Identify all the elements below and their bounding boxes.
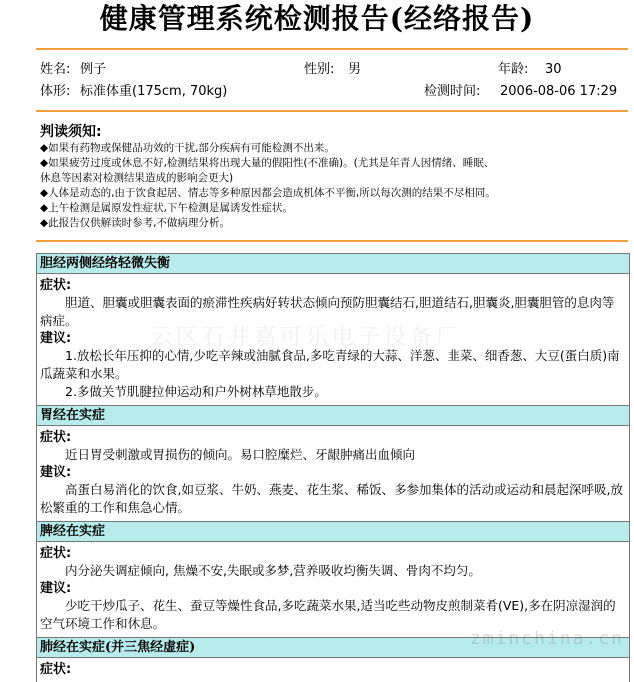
top-divider (36, 48, 628, 50)
notice-item: ◆如果有药物或保健品功效的干扰,部分疾病有可能检测不出来。 (40, 142, 335, 154)
age-label: 年龄: (498, 62, 529, 77)
notice-item: ◆人体是动态的,由于饮食起居、情志等多种原因都会造成机体不平衡,所以每次测的结果不尽相同。 (40, 187, 496, 199)
advice-text: 2.多做关节肌腱拉伸运动和户外树林草地散步。 (65, 384, 327, 399)
advice-text: 高蛋白易消化的饮食,如豆浆、牛奶、燕麦、花生浆、稀饭、多参加集体的活动或运动和晨起深呼吸,放松繁重的工作和焦急心情。 (40, 482, 623, 515)
footer-watermark: zminchina.cn (469, 628, 624, 649)
advice-label: 建议: (40, 581, 72, 596)
notice-item: 休息等因素对检测结果造成的影响会更大) (40, 172, 234, 184)
body-label: 体形: (40, 84, 71, 99)
section-heading: 胆经两侧经络轻微失衡 (37, 254, 629, 274)
body-value: 标准体重(175cm, 70kg) (80, 84, 228, 99)
notice-title: 判读须知: (40, 124, 102, 140)
gender-label: 性别: (304, 62, 335, 77)
symptom-label: 症状: (40, 546, 72, 561)
section-body (37, 658, 629, 682)
advice-text: 少吃干炒瓜子、花生、蚕豆等燥性食品,多吃蔬菜水果,适当吃些动物皮煎制菜肴(VE),多在阴凉湿润的空气环境工作和休息。 (40, 598, 616, 631)
name-value: 例子 (80, 62, 107, 77)
symptom-label: 症状: (40, 662, 72, 677)
report-section-gallbladder (37, 254, 629, 406)
name-label: 姓名: (40, 62, 71, 77)
report-title: 健康管理系统检测报告(经络报告) (99, 2, 535, 35)
symptom-text: 内分泌失调症倾向, 焦燥不安,失眠或多梦,营养吸收均衡失调、骨肉不均匀。 (65, 563, 481, 578)
symptom-text: 近日胃受刺激或胃损伤的倾向。易口腔糜烂、牙龈肿痛出血倾向 (65, 447, 416, 462)
advice-text: 1.放松长年压抑的心情,少吃辛辣或油腻食品,多吃青绿的大蒜、洋葱、韭菜、细香葱、大豆(蛋白质)南瓜蔬菜和水果。 (40, 348, 620, 381)
symptom-text: 胆道、胆囊或胆囊表面的瘀滞性疾病好转状态倾向预防胆囊结石,胆道结石,胆囊炎,胆囊胆管的息肉等病症。 (40, 295, 615, 328)
notice-item: ◆如果疲劳过度或休息不好,检测结果将出现大量的假阳性(不准确)。(尤其是年青人因情绪、睡眠、 (40, 157, 495, 169)
advice-label: 建议: (40, 331, 72, 346)
notice-item: ◆上午检测是属原发性症状,下午检测是属诱发性症状。 (40, 202, 293, 214)
notice-list (40, 141, 628, 231)
section-body (37, 542, 629, 638)
age-value: 30 (545, 62, 562, 77)
time-value: 2006-08-06 17:29 (500, 84, 618, 99)
time-label: 检测时间: (424, 84, 481, 99)
section-body (37, 274, 629, 406)
report-section-stomach (37, 406, 629, 522)
advice-label: 建议: (40, 465, 72, 480)
report-section-spleen (37, 522, 629, 638)
section-body (37, 426, 629, 522)
gender-value: 男 (348, 62, 362, 77)
symptom-label: 症状: (40, 278, 72, 293)
info-divider (36, 110, 628, 112)
meridian-report (36, 253, 630, 682)
section-heading: 肺经在实症(并三焦经虚症) (37, 638, 629, 658)
notice-item: ◆此报告仅供解读时参考,不做病理分析。 (40, 217, 230, 229)
notice-divider (36, 240, 628, 242)
section-heading: 脾经在实症 (37, 522, 629, 542)
symptom-label: 症状: (40, 430, 72, 445)
section-heading: 胃经在实症 (37, 406, 629, 426)
watermark: 云区石井嘉可乐电子设备厂 (150, 325, 463, 350)
